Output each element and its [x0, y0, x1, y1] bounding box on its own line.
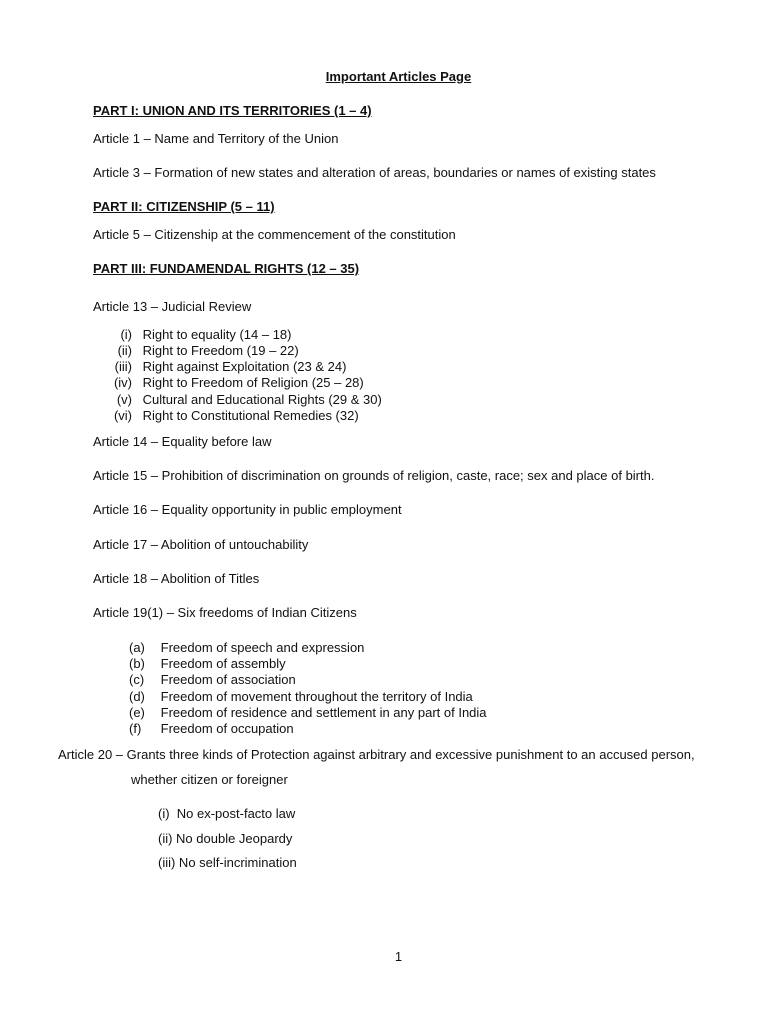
list-item-text: Cultural and Educational Rights (29 & 30)	[142, 392, 382, 407]
part-2-heading: PART II: CITIZENSHIP (5 – 11)	[93, 199, 275, 214]
part-1-heading: PART I: UNION AND ITS TERRITORIES (1 – 4)	[93, 103, 372, 118]
list-marker: (i)	[120, 327, 132, 342]
list-marker: (ii)	[117, 343, 132, 358]
freedoms-list-item	[129, 689, 473, 705]
page-title: Important Articles Page	[325, 69, 472, 84]
list-marker: (f)	[129, 721, 142, 736]
rights-list-item	[106, 343, 299, 359]
rights-list-item	[106, 392, 382, 408]
list-marker: (iv)	[113, 375, 132, 390]
article-13: Article 13 – Judicial Review	[93, 299, 252, 314]
list-item-text: Right to Freedom (19 – 22)	[142, 343, 299, 358]
freedoms-list-item	[129, 705, 487, 721]
list-item-text: Freedom of speech and expression	[160, 640, 365, 655]
freedoms-list-item	[129, 640, 364, 656]
protection-item: (iii) No self-incrimination	[158, 855, 297, 870]
list-item-text: Right to Freedom of Religion (25 – 28)	[142, 375, 364, 390]
page-number: 1	[394, 949, 403, 964]
list-item-text: Freedom of movement throughout the territory of India	[160, 689, 473, 704]
list-item-text: Freedom of assembly	[160, 656, 286, 671]
list-item-text: Freedom of occupation	[160, 721, 294, 736]
list-marker: (b)	[129, 656, 145, 671]
freedoms-list-item	[129, 672, 296, 688]
list-marker: (d)	[129, 689, 145, 704]
article-15: Article 15 – Prohibition of discrimination on grounds of religion, caste, race; sex and place of birth.	[93, 468, 655, 483]
list-marker: (a)	[129, 640, 145, 655]
rights-list-item	[106, 375, 364, 391]
list-item-text: Freedom of residence and settlement in any part of India	[160, 705, 487, 720]
article-20: Article 20 – Grants three kinds of Protection against arbitrary and excessive punishment to an accused person,	[58, 747, 695, 762]
list-marker: (e)	[129, 705, 145, 720]
rights-list-item	[106, 359, 346, 375]
article-16: Article 16 – Equality opportunity in public employment	[93, 502, 402, 517]
rights-list-item	[106, 408, 359, 424]
list-item-text: Right against Exploitation (23 & 24)	[142, 359, 347, 374]
freedoms-list-item	[129, 656, 286, 672]
article-17: Article 17 – Abolition of untouchability	[93, 537, 309, 552]
article-19-1: Article 19(1) – Six freedoms of Indian Citizens	[93, 605, 357, 620]
list-item-text: Freedom of association	[160, 672, 296, 687]
list-marker: (iii)	[114, 359, 132, 374]
freedoms-list-item	[129, 721, 294, 737]
list-marker: (c)	[129, 672, 145, 687]
protection-item: (ii) No double Jeopardy	[158, 831, 293, 846]
list-marker: (vi)	[113, 408, 132, 423]
part-3-heading: PART III: FUNDAMENDAL RIGHTS (12 – 35)	[93, 261, 360, 276]
list-item-text: Right to equality (14 – 18)	[142, 327, 292, 342]
list-marker: (v)	[116, 392, 132, 407]
article-20-continuation: whether citizen or foreigner	[131, 772, 288, 787]
list-item-text: Right to Constitutional Remedies (32)	[142, 408, 359, 423]
article-18: Article 18 – Abolition of Titles	[93, 571, 260, 586]
protection-item: (i) No ex-post-facto law	[158, 806, 296, 821]
article-5: Article 5 – Citizenship at the commencement of the constitution	[93, 227, 456, 242]
article-14: Article 14 – Equality before law	[93, 434, 272, 449]
article-3: Article 3 – Formation of new states and alteration of areas, boundaries or names of existing states	[93, 165, 656, 180]
rights-list-item	[106, 327, 292, 343]
article-1: Article 1 – Name and Territory of the Union	[93, 131, 339, 146]
